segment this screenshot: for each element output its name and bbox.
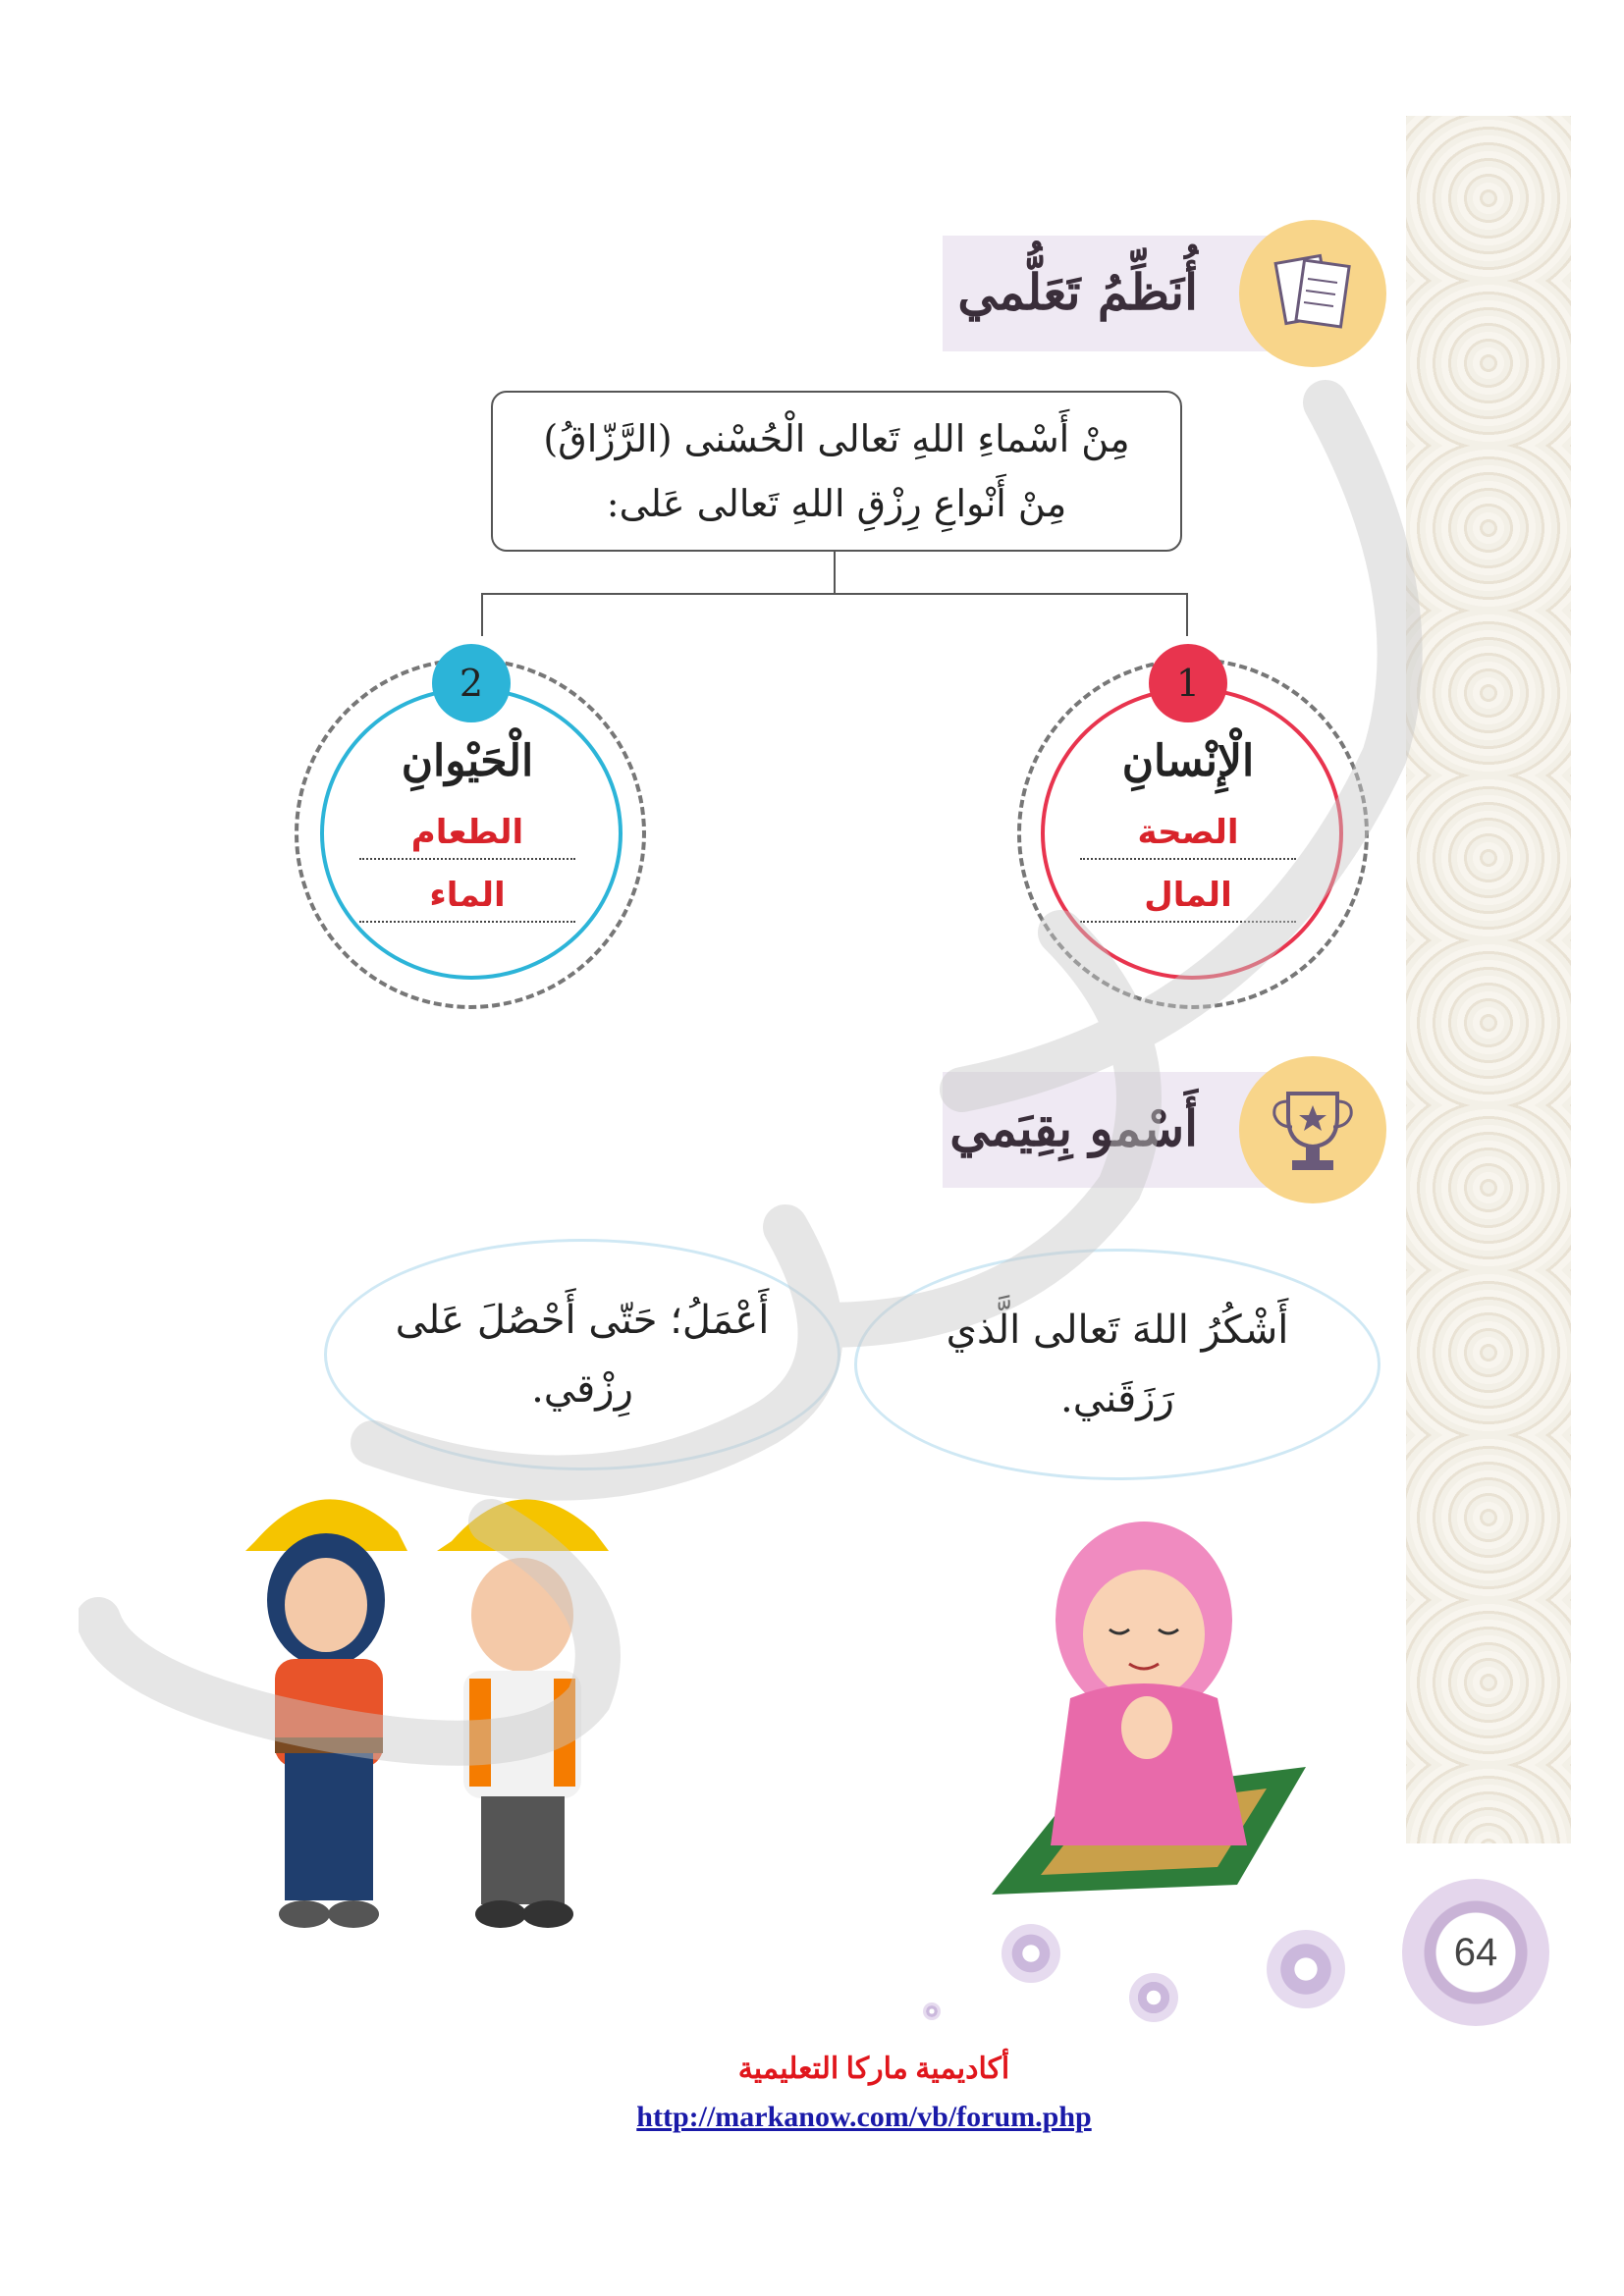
- flower-decoration: [1267, 1930, 1345, 2008]
- category1-item1: الصحة: [1080, 813, 1296, 860]
- category2-title: الْحَيْوانِ: [401, 736, 534, 786]
- bubble-girl-line2: رَزَقَني.: [1060, 1376, 1174, 1421]
- category1-title: الْإِنْسانِ: [1121, 736, 1255, 786]
- flower-decoration: [1001, 1924, 1060, 1983]
- category1-item2: المال: [1080, 876, 1296, 923]
- section1-title: أُنَظِّمُ تَعَلُّمي: [957, 263, 1198, 321]
- category2-number-badge: 2: [432, 644, 511, 722]
- bubble-workers-line2: رِزْقي.: [531, 1366, 633, 1412]
- bubble-girl-line1: أَشْكُرُ اللهَ تَعالى الَّذي: [946, 1308, 1289, 1353]
- main-box-line1: مِنْ أَسْماءِ اللهِ تَعالى الْحُسْنى (الرَّزّاقُ): [543, 417, 1130, 460]
- category1-number-badge: 1: [1149, 644, 1227, 722]
- page-number: 64: [1453, 1930, 1498, 1974]
- footer-link[interactable]: http://markanow.com/vb/forum.php: [636, 2101, 1092, 2133]
- footer-title: أكاديمية ماركا التعليمية: [737, 2053, 1010, 2085]
- main-box-line2: مِنْ أَنْواعِ رِزْقِ اللهِ تَعالى عَلى:: [606, 482, 1067, 525]
- category2-item1: الطعام: [359, 813, 575, 860]
- bubble-workers-line1: أَعْمَلُ؛ حَتّى أَحْصُلَ عَلى: [395, 1298, 770, 1343]
- flower-decoration: [1129, 1973, 1178, 2022]
- flower-decoration: [923, 2002, 941, 2020]
- watermark-logo: [79, 344, 1473, 1914]
- category2-item2: الماء: [359, 876, 575, 923]
- section2-title: أَسْمو بِقِيَمي: [949, 1099, 1198, 1157]
